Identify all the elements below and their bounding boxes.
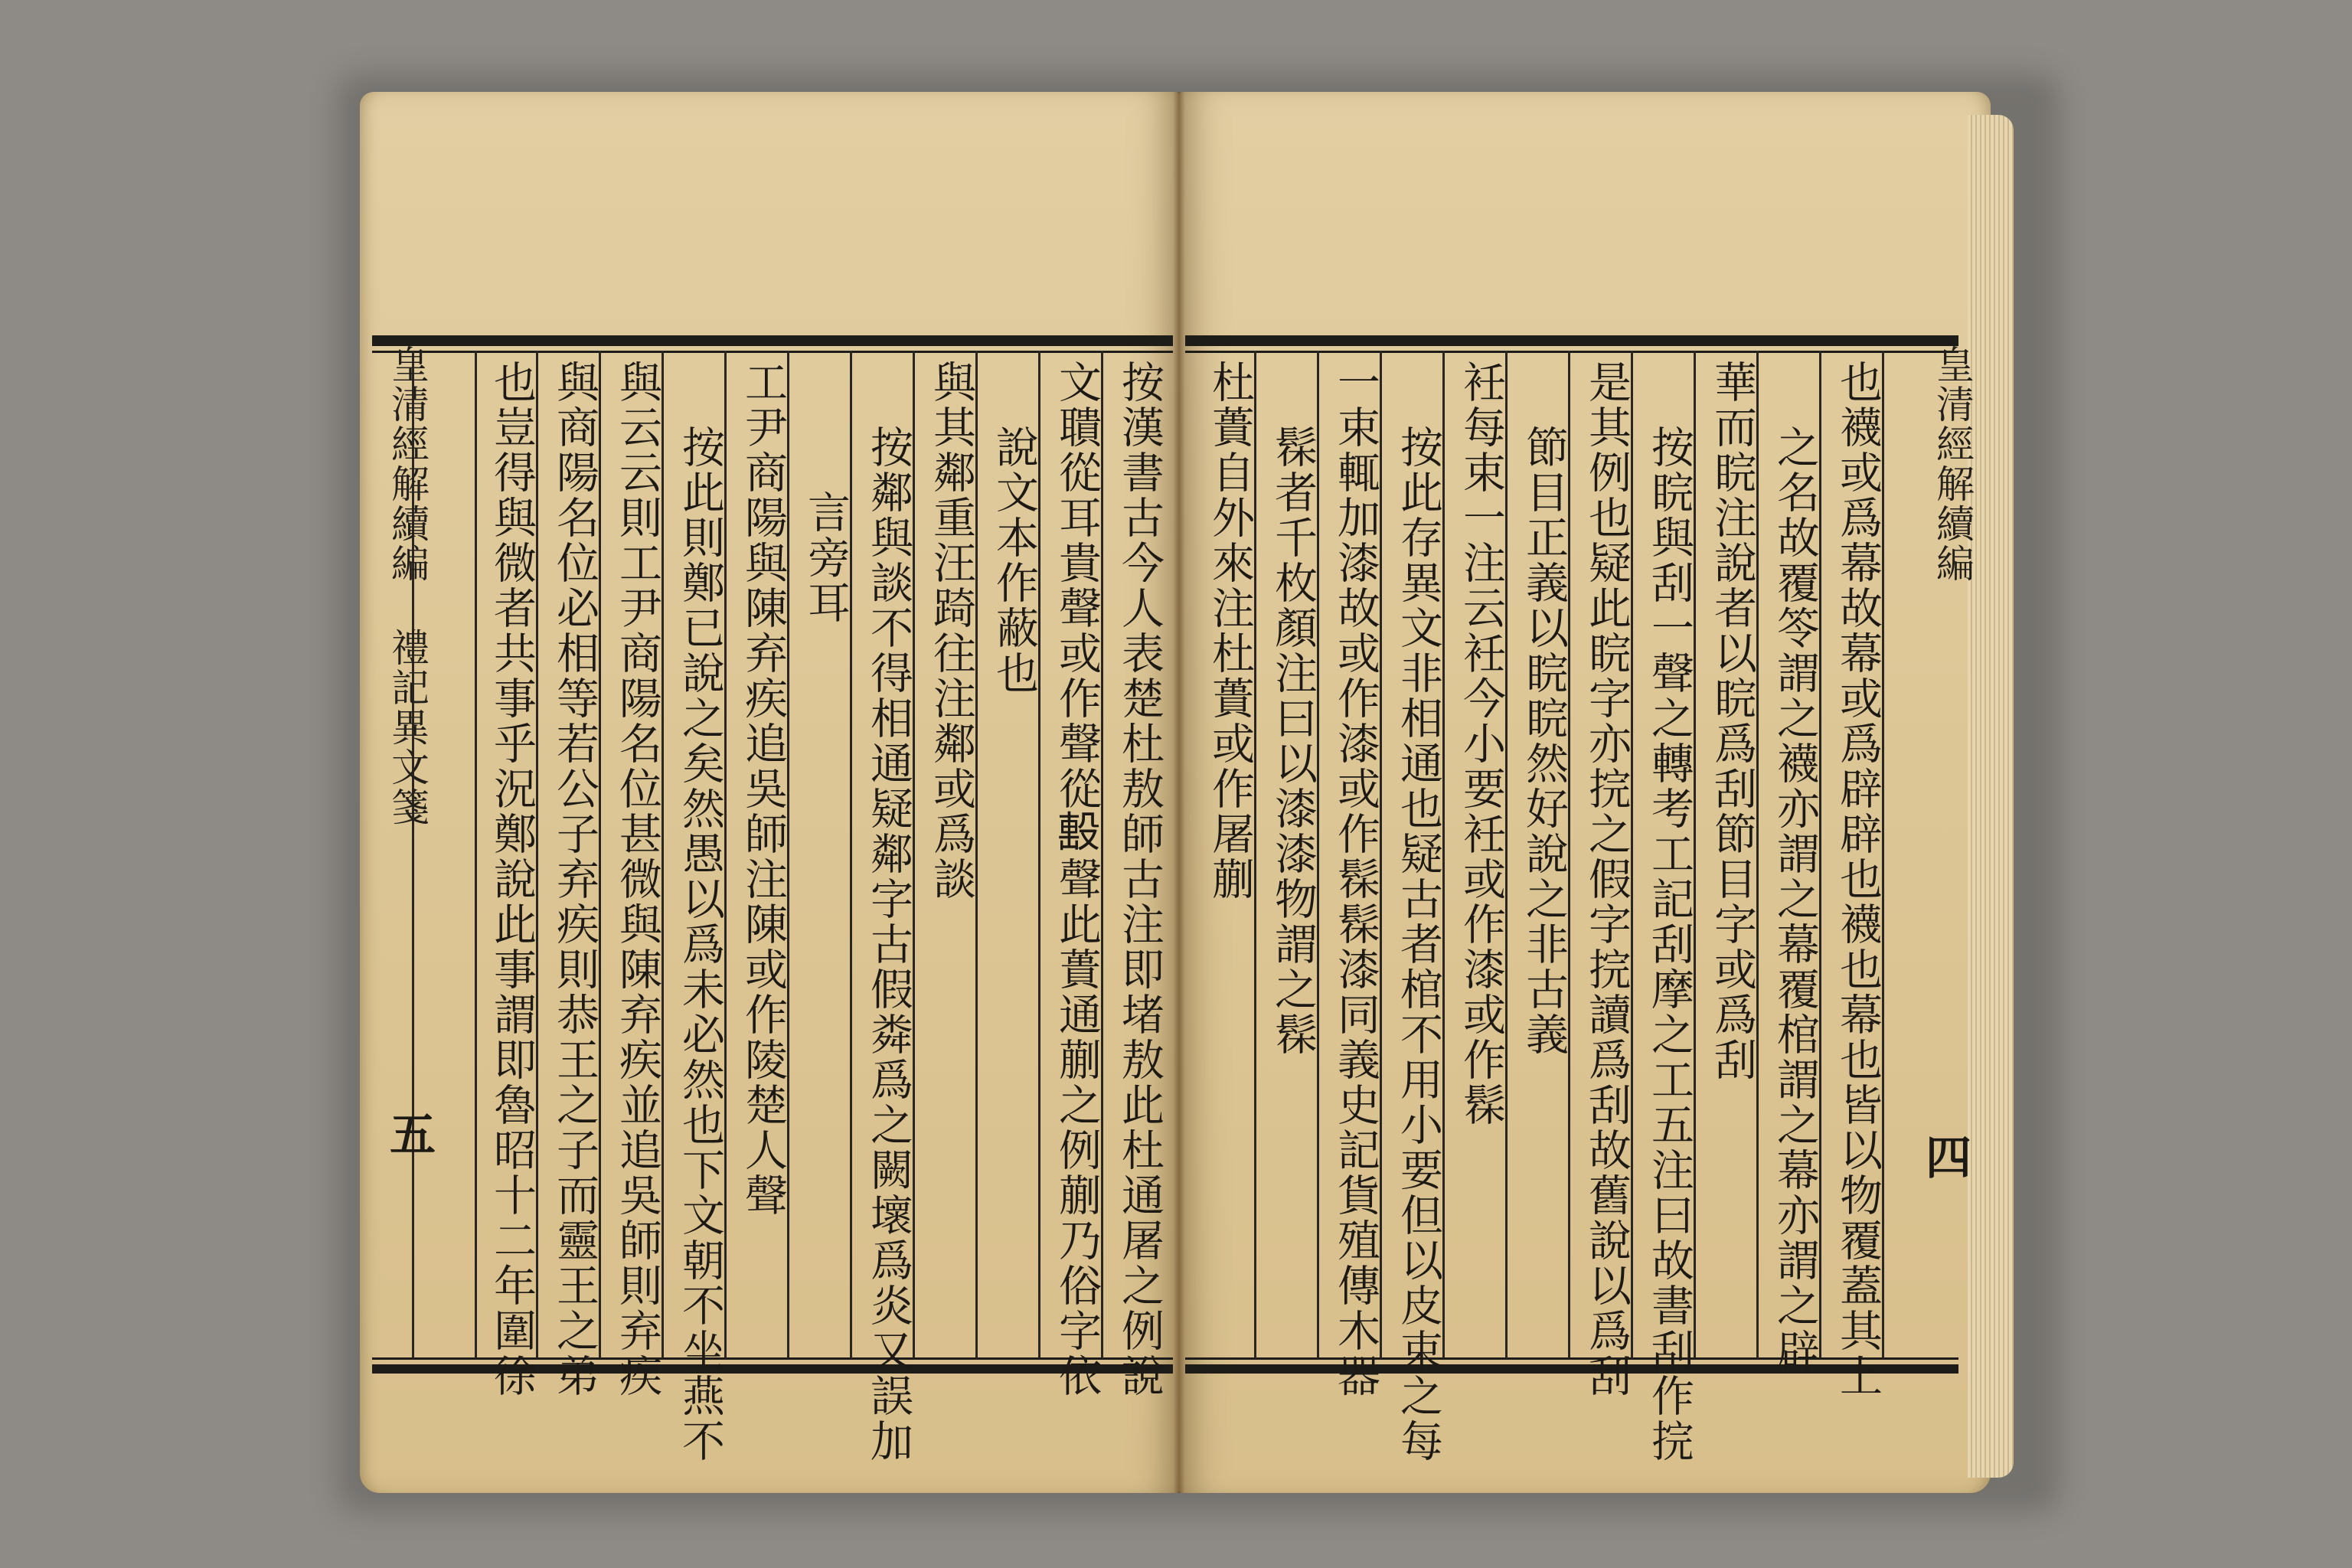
left-text-column-3: 說文本作蔽也 xyxy=(989,425,1039,696)
right-text-column-9: 一束輒加漆故或作漆或作髹髹漆同義史記貨殖傳木器 xyxy=(1331,360,1380,1399)
left-text-column-5: 按鄰與談不得相通疑鄰字古假粦爲之闕壞爲炎又誤加 xyxy=(864,425,913,1464)
right-folio: 四 xyxy=(1918,1133,1971,1181)
right-text-column-3: 華而睆注說者以睆爲刮節目字或爲刮 xyxy=(1707,360,1757,1083)
left-text-column-8: 按此則鄭已說之矣然愚以爲未必然也下文朝不坐燕不 xyxy=(675,425,725,1464)
left-section-title: 禮記異文箋 xyxy=(385,628,430,827)
left-text-column-7: 工尹商陽與陳弃疾追吳師注陳或作陵楚人聲 xyxy=(738,360,788,1218)
right-text-column-7: 衽每束一注云衽今小要衽或作漆或作髹 xyxy=(1456,360,1506,1128)
left-text-column-10: 與商陽名位必相等若公子弃疾則恭王之子而靈王之弟 xyxy=(550,360,599,1399)
right-text-column-5: 是其例也疑此睆字亦捖之假字捖讀爲刮故舊說以爲刮 xyxy=(1582,360,1632,1399)
frame-inner-top-rule xyxy=(1185,351,1958,353)
right-text-column-4: 按睆與刮一聲之轉考工記刮摩之工五注曰故書刮作捖 xyxy=(1645,425,1694,1464)
left-text-column-2: 文聵從耳貴聲或作聲從𣪠聲此蕢通蒯之例蒯乃俗字依 xyxy=(1052,360,1102,1399)
right-text-column-6: 節目正義以睆睆然好說之非古義 xyxy=(1519,425,1569,1057)
left-text-column-4: 與其鄰重汪踦往注鄰或爲談 xyxy=(926,360,976,902)
right-text-column-11: 杜蕢自外來注杜蕢或作屠蒯 xyxy=(1205,360,1255,902)
right-text-column-10: 髹者千枚顏注曰以漆漆物謂之髹 xyxy=(1268,425,1318,1057)
right-text-column-1: 也襪或爲幕故幕或爲辟辟也襪也幕也皆以物覆蓋其上 xyxy=(1833,360,1883,1399)
left-text-column-6: 言旁耳 xyxy=(801,490,851,626)
frame-inner-top-rule xyxy=(372,351,1173,353)
column-rule xyxy=(475,351,477,1358)
right-text-column-8: 按此存異文非相通也疑古者棺不用小要但以皮束之每 xyxy=(1393,425,1443,1464)
left-text-column-1: 按漢書古今人表楚杜敖師古注即堵敖此杜通屠之例說 xyxy=(1115,360,1165,1399)
page-edges xyxy=(1968,115,2014,1478)
left-margin-title: 皇清經解續編 xyxy=(385,345,430,583)
left-folio: 五 xyxy=(382,1110,436,1158)
left-text-column-11: 也豈得與微者共事乎況鄭說此事謂即魯昭十二年圍徐 xyxy=(487,360,537,1399)
right-margin-title: 皇清經解續編 xyxy=(1930,345,1975,583)
left-text-column-9: 與云云則工尹商陽名位甚微與陳弃疾並追吳師則弃疾 xyxy=(612,360,662,1399)
book-gutter xyxy=(1173,92,1185,1493)
right-text-column-2: 之名故覆笭謂之襪亦謂之幕覆棺謂之幕亦謂之辟 xyxy=(1770,425,1820,1374)
